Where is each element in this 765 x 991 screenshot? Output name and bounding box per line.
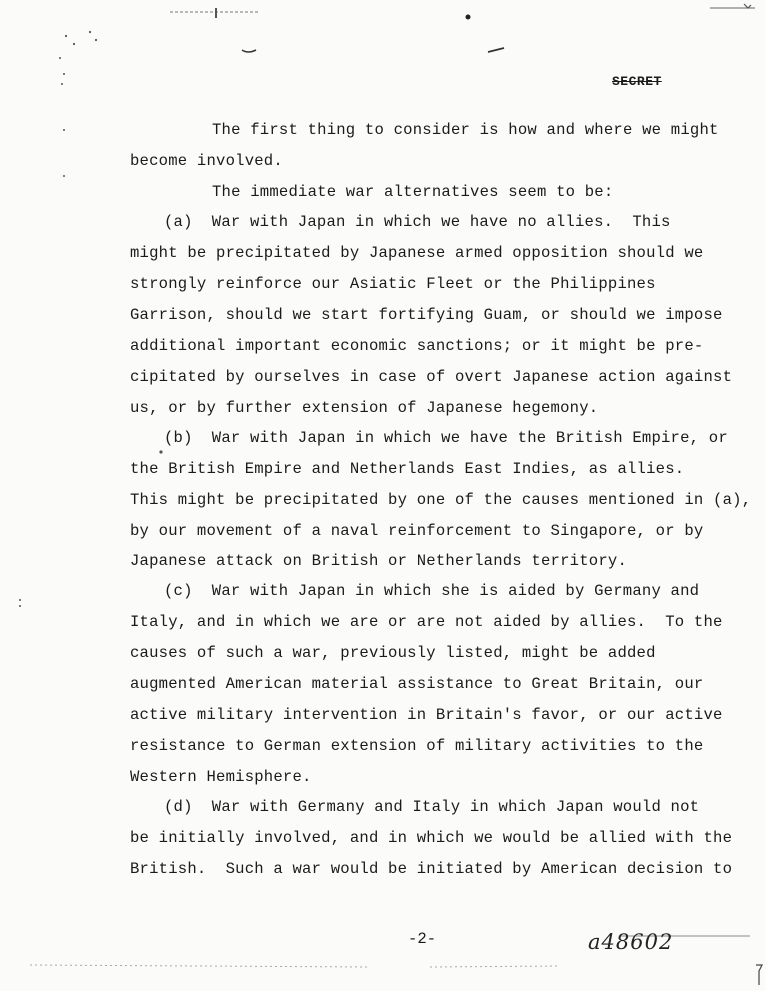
text-line: This might be precipitated by one of the causes mentioned in (a),	[130, 491, 752, 509]
text-line: by our movement of a naval reinforcement to Singapore, or by	[130, 522, 704, 540]
classification-stamp: SECRET	[612, 74, 662, 89]
text-line: (c) War with Japan in which she is aided by Germany and	[164, 582, 700, 600]
text-line: additional important economic sanctions; or it might be pre-	[130, 337, 704, 355]
text-line: (b) War with Japan in which we have the British Empire, or	[164, 429, 728, 447]
text-line: Western Hemisphere.	[130, 768, 312, 786]
text-line: Garrison, should we start fortifying Guam, or should we impose	[130, 306, 723, 324]
text-line: resistance to German extension of military activities to the	[130, 737, 704, 755]
text-line: the British Empire and Netherlands East Indies, as allies.	[130, 460, 685, 478]
text-line: Japanese attack on British or Netherlands territory.	[130, 552, 628, 570]
text-line: strongly reinforce our Asiatic Fleet or the Philippines	[130, 275, 656, 293]
text-line: cipitated by ourselves in case of overt Japanese action against	[130, 368, 733, 386]
text-line: become involved.	[130, 152, 283, 170]
text-line: us, or by further extension of Japanese hegemony.	[130, 399, 599, 417]
text-line: be initially involved, and in which we would be allied with the	[130, 829, 733, 847]
text-line: The first thing to consider is how and where we might	[212, 121, 719, 139]
handwritten-document-number: a48602	[588, 930, 674, 954]
text-line: (d) War with Germany and Italy in which Japan would not	[164, 798, 700, 816]
text-line: active military intervention in Britain's favor, or our active	[130, 706, 723, 724]
text-line: causes of such a war, previously listed, might be added	[130, 644, 656, 662]
page-number: -2-	[408, 930, 437, 948]
text-line: British. Such a war would be initiated by American decision to	[130, 860, 733, 878]
text-line: Italy, and in which we are or are not aided by allies. To the	[130, 613, 723, 631]
text-line: The immediate war alternatives seem to be:	[212, 183, 614, 201]
text-line: might be precipitated by Japanese armed opposition should we	[130, 244, 704, 262]
text-line: augmented American material assistance to Great Britain, our	[130, 675, 704, 693]
text-line: (a) War with Japan in which we have no allies. This	[164, 213, 671, 231]
